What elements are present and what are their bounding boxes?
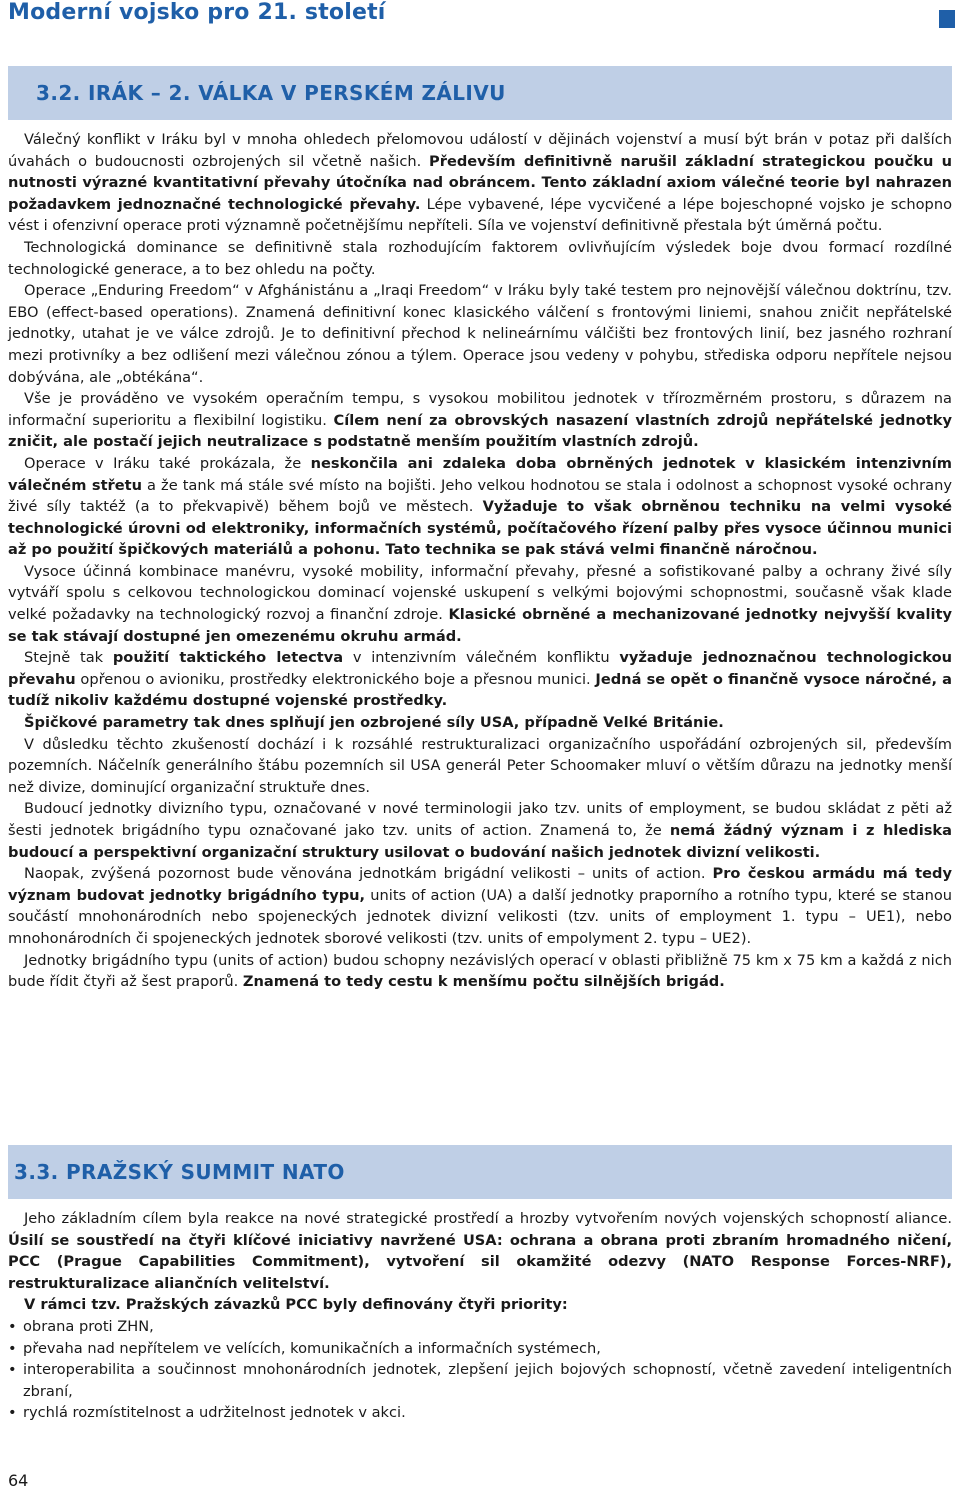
paragraph xyxy=(8,712,952,734)
bold-text: Pro českou armádu má tedy význam budovat jednotky brigádního typu, xyxy=(8,865,952,904)
bold-text: Klasické obrněné a mechanizované jednotky nejvyšší kvality se tak stávají dostupné jen omezenému okruhu armád. xyxy=(8,606,952,645)
bold-text: Špičkové parametry tak dnes splňují jen ozbrojené síly USA, případně Velké Británie. xyxy=(24,714,724,732)
bold-text: Především definitivně narušil základní strategickou poučku u nutnosti výrazné kvantitativní převahy útočníka nad obráncem. Tento základní axiom válečné teorie byl nahrazen požadavkem jednoznačné technologické převahy. xyxy=(8,152,952,213)
list-item: • převaha nad nepřítelem ve velících, komunikačních a informačních systémech, xyxy=(8,1338,952,1360)
section-body xyxy=(8,129,952,993)
bold-text: vyžaduje jednoznačnou technologickou převahu xyxy=(8,649,953,688)
text-run: Vysoce účinná kombinace manévru, vysoké mobility, informační převahy, přesné a sofistikované palby a ochrany živé síly vytváří spolu s celkovou technologickou dominací vojenské uskupení s velkými bojovými schopnostmi, současně však klade velké požadavky na technologický rozvoj a finanční zdroje. xyxy=(8,562,952,624)
paragraph: Technologická dominance se definitivně stala rozhodujícím faktorem ovlivňujícím výsledek boje dvou formací rozdílné technologické generace, a to bez ohledu na počty. xyxy=(8,238,952,278)
text-run: Jednotky brigádního typu (units of action) budou schopny nezávislých operací v oblasti přibližně 75 km x 75 km a každá z nich bude řídit čtyři až šest praporů. xyxy=(8,951,952,991)
paragraph xyxy=(8,950,952,993)
text-run: Operace v Iráku také prokázala, že xyxy=(24,454,311,472)
paragraph: Operace „Enduring Freedom“ v Afghánistánu a „Iraqi Freedom“ v Iráku byly také testem pro nejnovější válečnou doktrínu, tzv. EBO (effect-based operations). Znamená definitivní konec klasického válčení s frontovými liniemi, snahou zničit nepřátelské jednotky, utahat je ve válce zdrojů. Je to definitivní přechod k nelineárnímu válčišti bez frontových linií, bez jasného rozhraní mezi protivníky a bez odlišení mezi válečnou zónou a týlem. Operace jsou vedeny v pohybu, střediska odporu nepřítele nejsou dobývána, ale „obtékána“. xyxy=(8,282,952,386)
text-run: Stejně tak xyxy=(24,649,113,667)
bold-text: použití taktického letectva xyxy=(112,649,344,667)
bold-text: nemá žádný význam i z hlediska budoucí a perspektivní organizační struktury usilovat o budování našich jednotek divizní velikosti. xyxy=(8,822,952,861)
text-run: Budoucí jednotky divizního typu, označované v nové terminologii jako tzv. units of employment, se budou skládat z pěti až šesti jednotek brigádního typu označované jako tzv. units of action. Znamená to, že xyxy=(8,800,952,839)
list-item: • interoperabilita a součinnost mnohonárodních jednotek, zlepšení jejich bojových schopností, včetně zavedení inteligentních zbraní, xyxy=(8,1359,952,1402)
paragraph xyxy=(8,129,952,237)
paragraph xyxy=(8,798,952,863)
section-heading-band xyxy=(8,1145,952,1199)
bold-text: neskončila ani zdaleka doba obrněných jednotek v klasickém intenzivním válečném střetu xyxy=(8,454,952,494)
bold-text: Cílem není za obrovských nasazení vlastních zdrojů nepřátelské jednotky zničit, ale postačí jejich neutralizace s podstatně menším použitím vlastních zdrojů. xyxy=(8,411,952,451)
paragraph xyxy=(8,388,952,453)
list-item: • obrana proti ZHN, xyxy=(8,1316,952,1338)
text-run: Naopak, zvýšená pozornost bude věnována jednotkám brigádní velikosti – units of action. xyxy=(24,865,713,883)
text-run: Vše je prováděno ve vysokém operačním tempu, s vysokou mobilitou jednotek v třírozměrném prostoru, s důrazem na informační superioritu a flexibilní logistiku. xyxy=(8,390,952,429)
paragraph xyxy=(8,647,952,712)
paragraph xyxy=(8,1208,952,1294)
bold-text: Jedná se opět o finančně vysoce náročné, a tudíž nikoliv každému dostupné vojenské prostředky. xyxy=(8,670,952,710)
text-run: units of action (UA) a další jednotky praporního a rotního typu, které se stanou součástí mnohonárodních nebo spojeneckých jednotek divizní velikosti (tzv. units of employment 1. typu – UE1), nebo mnohonárodních či spojeneckých jednotek sborové velikosti (tzv. units of empolyment 2. typu – UE2). xyxy=(8,886,953,947)
section-heading-band xyxy=(8,66,952,120)
section-body xyxy=(8,1208,952,1424)
text-run: Válečný konflikt v Iráku byl v mnoha ohledech přelomovou událostí v dějinách vojenství a musí být brán v potaz při dalších úvahách o budoucnosti ozbrojených sil včetně našich. xyxy=(8,131,952,170)
section-title: 3.2. IRÁK – 2. VÁLKA V PERSKÉM ZÁLIVU xyxy=(36,81,506,105)
bold-text: V rámci tzv. Pražských závazků PCC byly definovány čtyři priority: xyxy=(24,1296,568,1314)
bold-text: Znamená to tedy cestu k menšímu počtu silnějších brigád. xyxy=(242,973,725,991)
text-run: a že tank má stále své místo na bojišti. Jeho velkou hodnotou se stala i odolnost a schopnost vysoké ochrany živé síly taktéž (a to překvapivě) během bojů ve městech. xyxy=(8,476,952,516)
paragraph: V důsledku těchto zkušeností dochází i k rozsáhlé restrukturalizaci organizačního uspořádání ozbrojených sil, především pozemních. Náčelník generálního štábu pozemních sil USA generál Peter Schoomaker mluví o větším důrazu na jednotky menší než divize, dominující organizační struktuře dnes. xyxy=(8,735,952,796)
page-number: 64 xyxy=(8,1471,29,1490)
paragraph xyxy=(8,453,952,561)
paragraph xyxy=(8,1294,952,1316)
paragraph xyxy=(8,561,952,647)
priority-list xyxy=(8,1316,952,1424)
list-item: • rychlá rozmístitelnost a udržitelnost jednotek v akci. xyxy=(8,1402,952,1424)
header-marker xyxy=(939,10,955,28)
bold-text: Úsilí se soustředí na čtyři klíčové iniciativy navržené USA: ochrana a obrana proti zbraním hromadného ničení, PCC (Prague Capabilities Commitment), vytvoření sil okamžité odezvy (NATO Response Forces-NRF), restrukturalizace aliančních velitelství. xyxy=(8,1231,952,1292)
bold-text: Vyžaduje to však obrněnou techniku na velmi vysoké technologické úrovni od elektroniky, informačních systémů, počítačového řízení palby přes vysoce účinnou munici až po použití špičkových materiálů a pohonu. Tato technika se pak stává velmi finančně náročnou. xyxy=(8,498,952,559)
running-header-title: Moderní vojsko pro 21. století xyxy=(8,0,386,25)
paragraph xyxy=(8,863,952,949)
text-run: v intenzivním válečném konfliktu xyxy=(343,649,620,667)
text-run: opřenou o avioniku, prostředky elektronického boje a přesnou munici. xyxy=(75,670,596,688)
section-title: 3.3. PRAŽSKÝ SUMMIT NATO xyxy=(14,1160,345,1184)
text-run: Jeho základním cílem byla reakce na nové strategické prostředí a hrozby vytvořením nových vojenských schopností aliance. xyxy=(24,1210,952,1227)
text-run: Lépe vybavené, lépe vycvičené a lépe bojeschopné vojsko je schopno vést i ofenzivní operace proti významně početnějšímu nepříteli. Síla ve vojenství definitivně přestala být úměrná počtu. xyxy=(8,195,952,235)
